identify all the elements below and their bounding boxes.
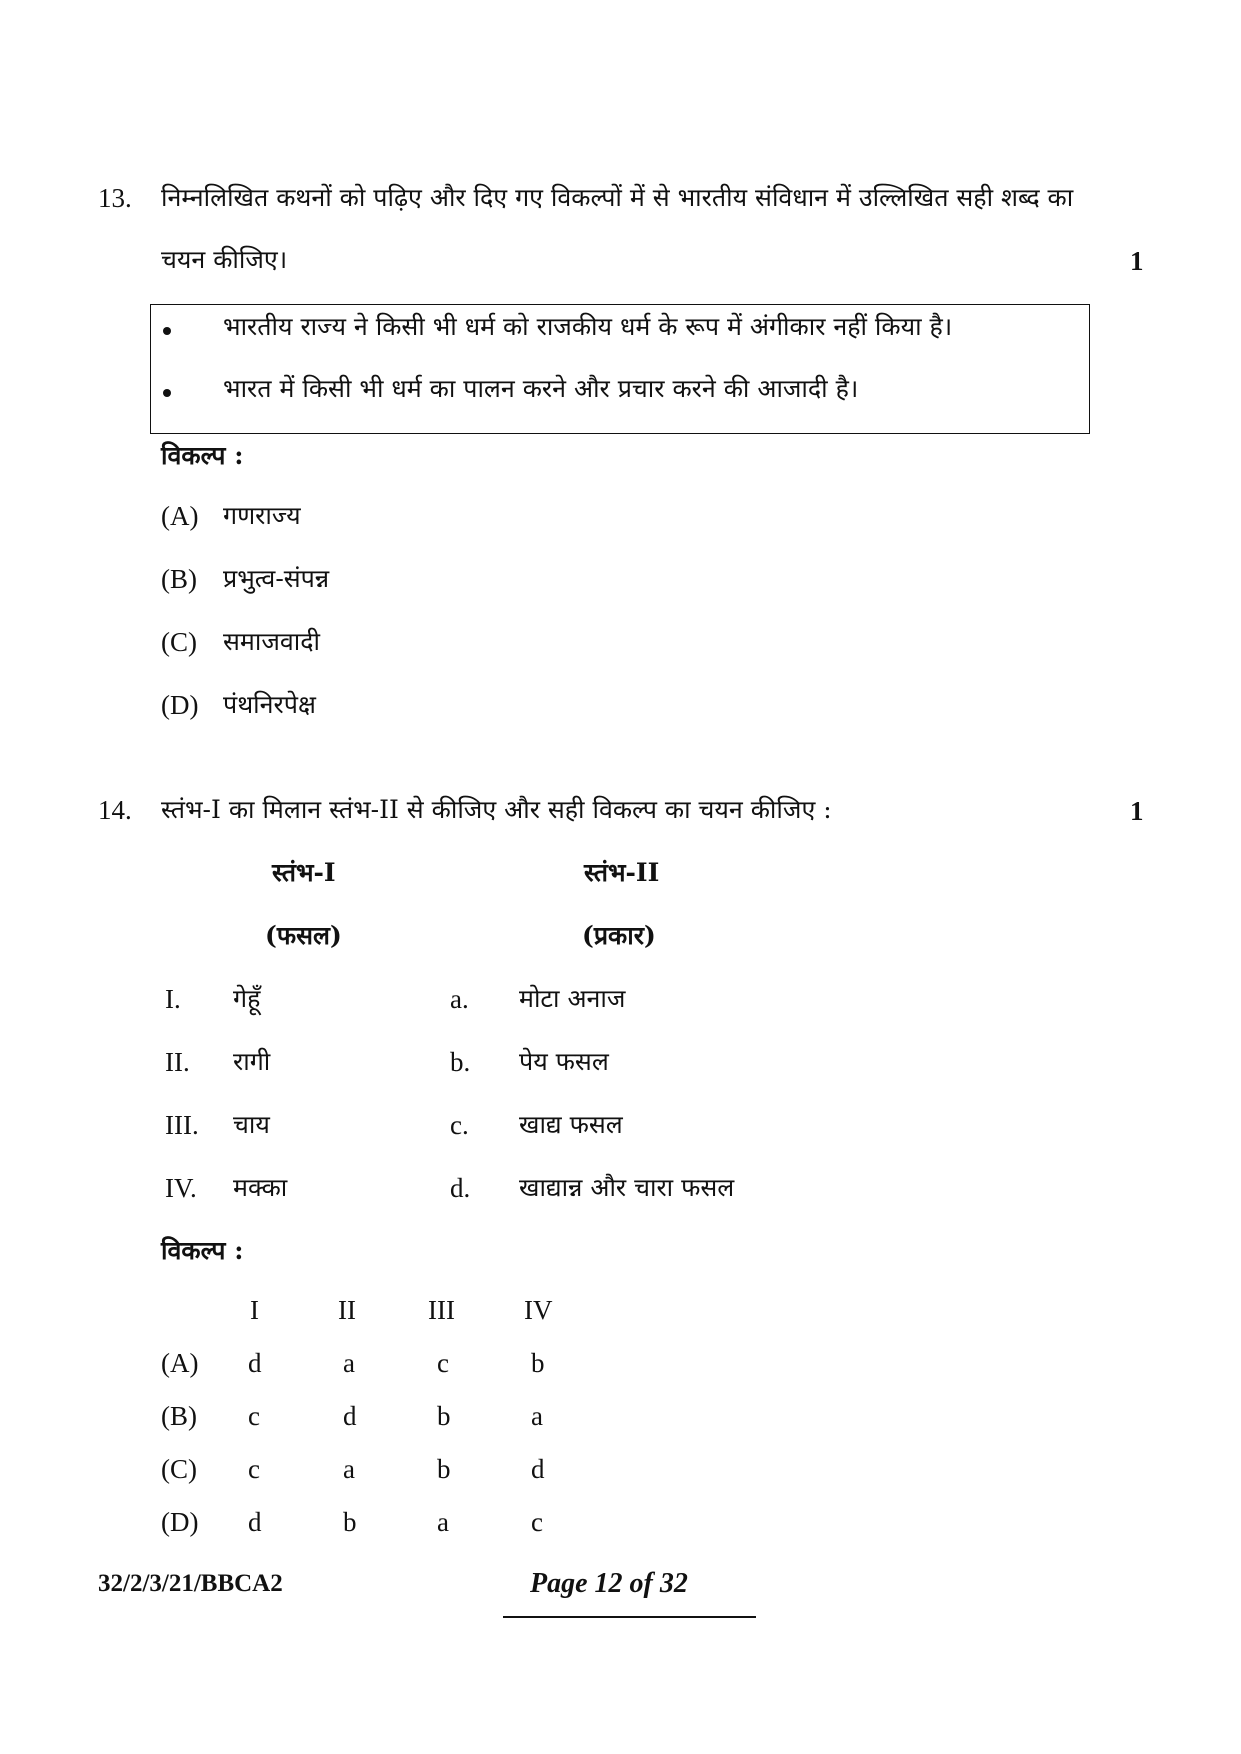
q14-col2-heading: स्तंभ-II: [584, 858, 660, 887]
q14-grid-cell: d: [343, 1401, 357, 1431]
q14-row-roman: III.: [165, 1110, 199, 1140]
q14-grid-key: (A): [161, 1348, 199, 1378]
q13-text-line1: निम्नलिखित कथनों को पढ़िए और दिए गए विकल्पों में से भारतीय संविधान में उल्लिखित सही शब्द का: [161, 183, 1074, 212]
q13-option-text: पंथनिरपेक्ष: [223, 690, 316, 719]
q14-col1-heading: स्तंभ-I: [272, 858, 336, 887]
q14-col1-subheading: (फसल): [265, 921, 342, 950]
q13-number: 13.: [98, 183, 132, 213]
q14-grid-cell: c: [437, 1348, 449, 1378]
q13-option-key: (D): [161, 690, 199, 720]
q14-row-roman: I.: [165, 984, 181, 1014]
q14-grid-key: (C): [161, 1454, 197, 1484]
q14-row-type: पेय फसल: [519, 1047, 609, 1076]
q13-option-text: समाजवादी: [223, 627, 321, 656]
q13-option-text: गणराज्य: [223, 501, 301, 530]
q14-grid-header: I: [250, 1295, 259, 1325]
paper-code: 32/2/3/21/BBCA2: [98, 1570, 283, 1597]
q14-number: 14.: [98, 795, 132, 825]
q14-grid-cell: d: [248, 1507, 262, 1537]
bullet-icon: [163, 389, 171, 397]
q14-grid-cell: c: [248, 1454, 260, 1484]
q13-option-key: (B): [161, 564, 197, 594]
q14-grid-cell: b: [437, 1454, 451, 1484]
q13-statement-1: भारतीय राज्य ने किसी भी धर्म को राजकीय धर्म के रूप में अंगीकार नहीं किया है।: [223, 312, 953, 341]
q14-grid-header: IV: [524, 1295, 553, 1325]
bullet-icon: [163, 327, 171, 335]
page-number: Page 12 of 32: [530, 1568, 688, 1599]
q13-option-key: (A): [161, 501, 199, 531]
q14-grid-key: (B): [161, 1401, 197, 1431]
q14-grid-cell: c: [531, 1507, 543, 1537]
q14-row-roman: IV.: [165, 1173, 197, 1203]
q14-row-type: खाद्यान्न और चारा फसल: [519, 1173, 735, 1202]
q14-grid-header: II: [338, 1295, 356, 1325]
q14-grid-cell: b: [343, 1507, 357, 1537]
q14-row-letter: b.: [450, 1047, 471, 1077]
q14-grid-cell: d: [531, 1454, 545, 1484]
q13-options-label: विकल्प :: [161, 441, 244, 470]
q14-row-crop: गेहूँ: [233, 984, 261, 1013]
page-number-underline: [503, 1616, 756, 1618]
q14-row-crop: मक्का: [233, 1173, 288, 1202]
q14-options-label: विकल्प :: [161, 1236, 244, 1265]
q14-grid-header: III: [428, 1295, 455, 1325]
q14-row-letter: d.: [450, 1173, 471, 1203]
q14-grid-cell: c: [248, 1401, 260, 1431]
q14-col2-subheading: (प्रकार): [582, 921, 656, 950]
q14-grid-key: (D): [161, 1507, 199, 1537]
q14-row-crop: चाय: [233, 1110, 270, 1139]
q14-grid-cell: b: [437, 1401, 451, 1431]
q14-row-type: खाद्य फसल: [519, 1110, 623, 1139]
q14-grid-cell: a: [437, 1507, 449, 1537]
q13-option-text: प्रभुत्व-संपन्न: [223, 564, 330, 593]
q14-row-letter: c.: [450, 1110, 469, 1140]
q14-grid-cell: d: [248, 1348, 262, 1378]
q14-marks: 1: [1130, 796, 1144, 826]
q13-text-line2: चयन कीजिए।: [161, 245, 288, 274]
q14-grid-cell: a: [343, 1454, 355, 1484]
q14-text: स्तंभ-I का मिलान स्तंभ-II से कीजिए और सही विकल्प का चयन कीजिए :: [161, 795, 832, 824]
q14-grid-cell: a: [531, 1401, 543, 1431]
q14-grid-cell: b: [531, 1348, 545, 1378]
q14-row-type: मोटा अनाज: [519, 984, 626, 1013]
q14-row-crop: रागी: [233, 1047, 271, 1076]
q14-row-letter: a.: [450, 984, 469, 1014]
q13-option-key: (C): [161, 627, 197, 657]
q14-row-roman: II.: [165, 1047, 190, 1077]
q14-grid-cell: a: [343, 1348, 355, 1378]
q13-statement-2: भारत में किसी भी धर्म का पालन करने और प्रचार करने की आजादी है।: [223, 374, 859, 403]
q13-marks: 1: [1130, 246, 1144, 276]
